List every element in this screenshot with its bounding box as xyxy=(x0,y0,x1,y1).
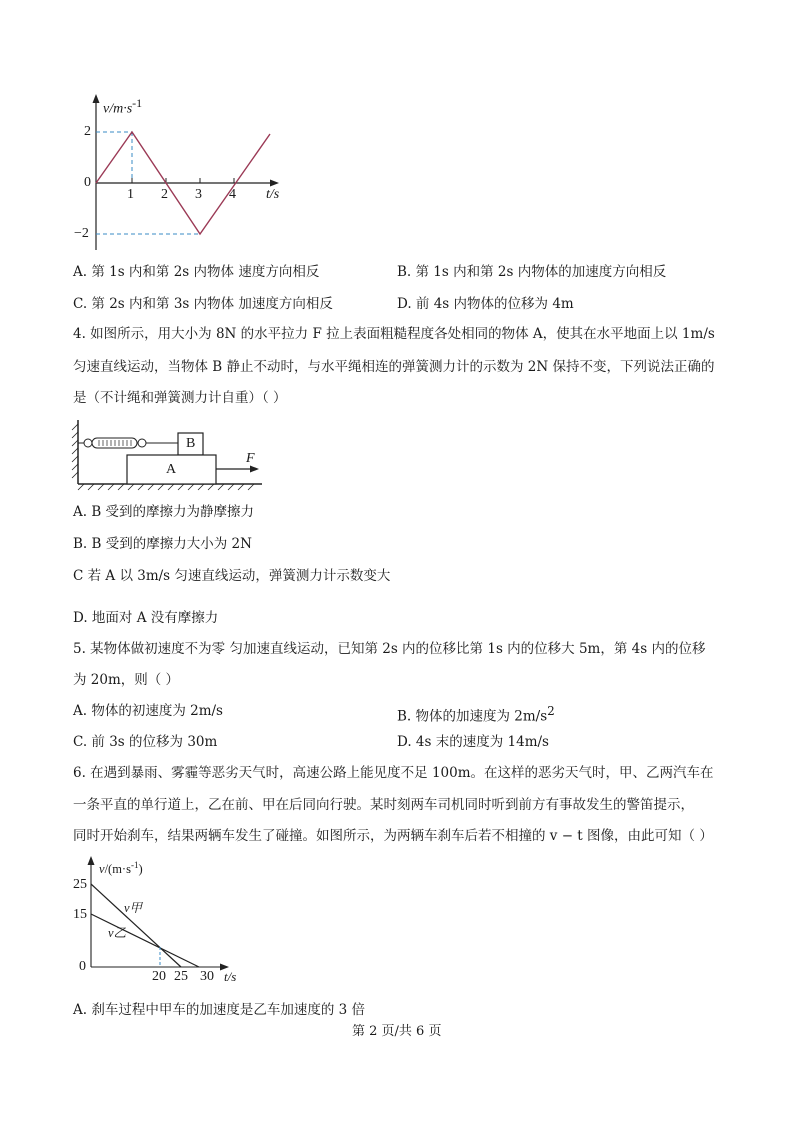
fig2-tick-x-30: 30 xyxy=(200,969,214,984)
q5-option-c: C. 前 3s 的位移为 30m xyxy=(73,734,218,750)
q5-option-b: B. 物体的加速度为 $2m/s^2$ xyxy=(397,704,555,725)
q5-stem-line2: 为 20m，则（ ） xyxy=(73,672,180,688)
fig1-tick-y-2: 2 xyxy=(84,124,91,139)
q4-stem-line3: 是（不计绳和弹簧测力计自重）（ ） xyxy=(73,390,287,406)
fig2-label-jia: v甲 xyxy=(124,901,143,915)
q4-stem-line1: 4. 如图所示，用大小为 8N 的水平拉力 F 拉上表面粗糙程度各处相同的物体 A，使其在水平地面上以 1m/s xyxy=(73,326,715,342)
fig1-x-label: t/s xyxy=(266,187,280,202)
q3-option-d: D. 前 4s 内物体的位移为 4m xyxy=(397,296,574,312)
page-footer: 第 2 页/共 6 页 xyxy=(352,1024,442,1039)
q4-option-a: A. B 受到的摩擦力为静摩擦力 xyxy=(73,504,255,520)
fig1-tick-y-neg2: −2 xyxy=(74,226,89,241)
q4-option-d: D. 地面对 A 没有摩擦力 xyxy=(73,610,219,626)
q5-option-a: A. 物体的初速度为 2m/s xyxy=(73,703,223,719)
fig2-tick-x-25: 25 xyxy=(174,969,188,984)
q4-option-c: C 若 A 以 3m/s 匀速直线运动，弹簧测力计示数变大 xyxy=(73,568,391,584)
force-label: F xyxy=(246,451,255,466)
fig1-tick-x-1: 1 xyxy=(127,187,134,202)
fig2-tick-y-25: 25 xyxy=(73,877,87,892)
fig2-jia-line xyxy=(91,884,181,967)
block-b-label: B xyxy=(186,436,196,451)
fig2-tick-y-0: 0 xyxy=(79,959,86,974)
fig2-x-label: t/s xyxy=(224,969,237,984)
fig1-origin: 0 xyxy=(84,175,91,190)
q3-option-c: C. 第 2s 内和第 3s 内物体 加速度方向相反 xyxy=(73,296,333,312)
fig1-y-label: $v/m\cdot s^{-1}$ xyxy=(103,96,143,117)
q6-stem-line3: 同时开始刹车，结果两辆车发生了碰撞。如图所示，为两辆车刹车后若不相撞的 v − t 图像，由此可知（ ） xyxy=(73,828,713,844)
q3-option-a: A. 第 1s 内和第 2s 内物体 速度方向相反 xyxy=(73,264,320,280)
block-a-label: A xyxy=(166,462,177,477)
q4-option-b: B. B 受到的摩擦力大小为 2N xyxy=(73,536,252,552)
q6-option-a: A. 刹车过程中甲车的加速度是乙车加速度的 3 倍 xyxy=(73,1002,366,1018)
fig1-tick-x-4: 4 xyxy=(229,187,236,202)
fig1-tick-x-2: 2 xyxy=(161,187,168,202)
fig2-label-yi: v乙 xyxy=(108,926,127,940)
fig2-tick-y-15: 15 xyxy=(73,907,87,922)
q5-stem-line1: 5. 某物体做初速度不为零 匀加速直线运动，已知第 2s 内的位移比第 1s 内的位移大 5m，第 4s 内的位移 xyxy=(73,641,706,657)
q5-option-d: D. 4s 末的速度为 14m/s xyxy=(397,734,549,750)
q6-stem-line1: 6. 在遇到暴雨、雾霾等恶劣天气时，高速公路上能见度不足 100m。在这样的恶劣天气时，甲、乙两汽车在 xyxy=(73,765,714,781)
q4-stem-line2: 匀速直线运动，当物体 B 静止不动时，与水平绳相连的弹簧测力计的示数为 2N 保持不变，下列说法正确的 xyxy=(73,359,715,375)
q3-option-b: B. 第 1s 内和第 2s 内物体的加速度方向相反 xyxy=(397,264,667,280)
fig2-y-label: $v/(m\cdot s^{-1})$ xyxy=(99,860,143,877)
fig1-tick-x-3: 3 xyxy=(195,187,202,202)
fig2-tick-x-20: 20 xyxy=(152,969,166,984)
q6-stem-line2: 一条平直的单行道上，乙在前、甲在后同向行驶。某时刻两车司机同时听到前方有事故发生的警笛提示， xyxy=(73,797,694,813)
